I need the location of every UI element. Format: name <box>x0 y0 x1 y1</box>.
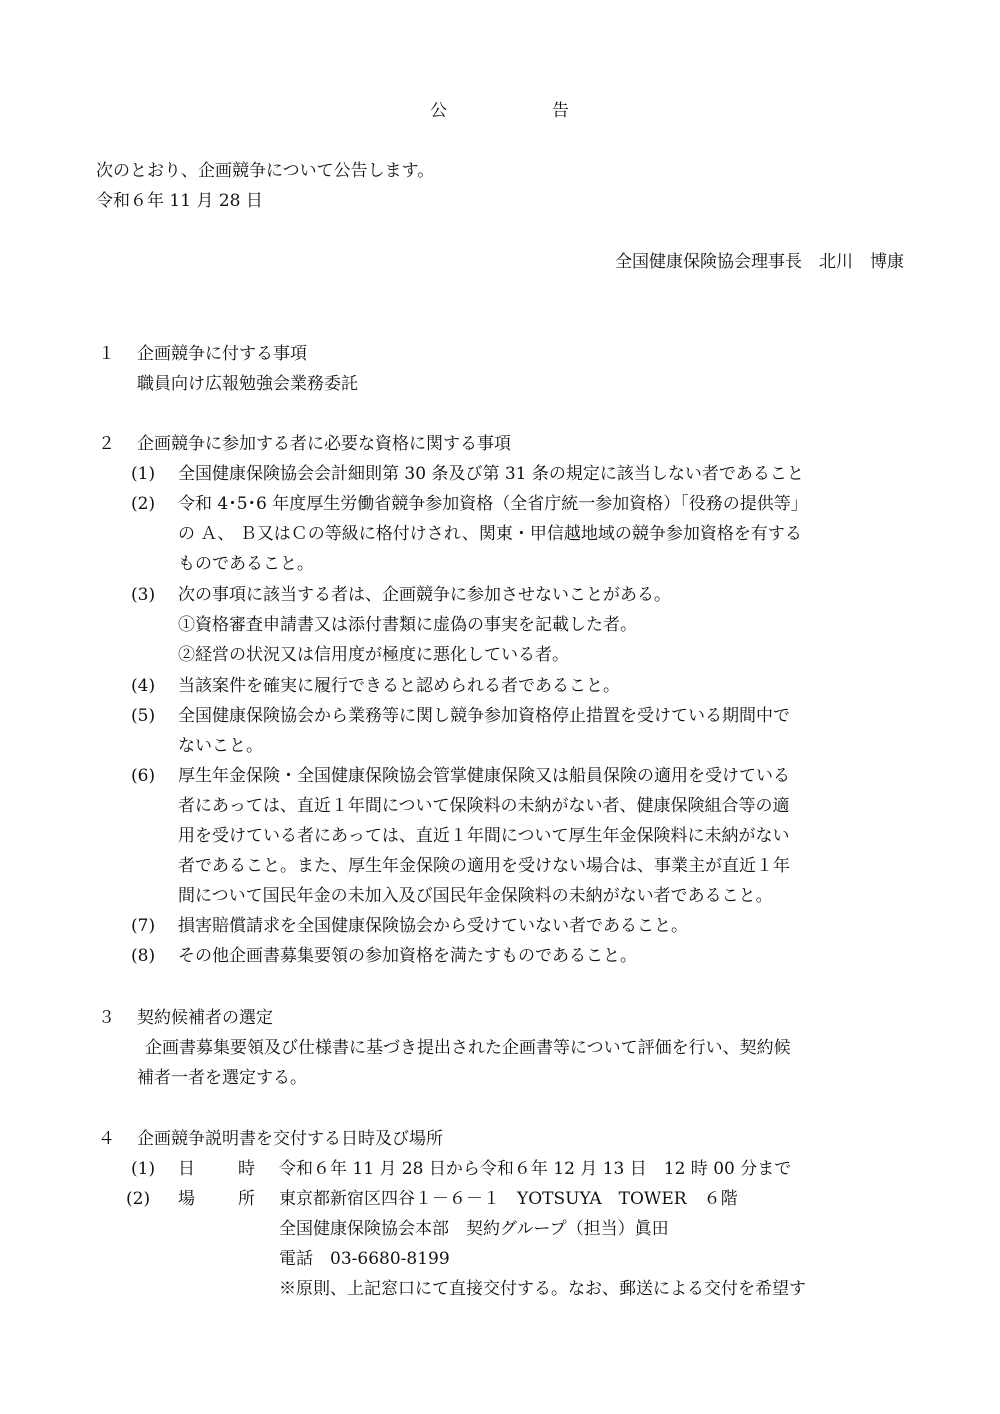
s4-item-2-line-2: 全国健康保険協会本部 契約グループ（担当）眞田 <box>279 1219 669 1239</box>
section-1-heading: 企画競争に付する事項 <box>137 344 307 364</box>
section-1-body: 職員向け広報勉強会業務委託 <box>137 374 358 394</box>
s4-item-2-line-3: 電話 03-6680-8199 <box>279 1249 450 1269</box>
section-4-number: ４ <box>98 1129 115 1149</box>
s2-item-6-line-5: 間について国民年金の未加入及び国民年金保険料の未納がない者であること。 <box>178 886 773 906</box>
s2-item-5-line-2: ないこと。 <box>178 736 263 756</box>
s2-item-6-line-2: 者にあっては、直近１年間について保険料の未納がない者、健康保険組合等の適 <box>178 796 790 816</box>
s2-item-3-line-1: 次の事項に該当する者は、企画競争に参加させないことがある。 <box>178 585 671 605</box>
s2-item-4-number: (4) <box>131 676 156 696</box>
s4-item-2-label-2: 所 <box>238 1189 255 1209</box>
s2-item-2-line-3: ものであること。 <box>178 554 314 574</box>
section-2-number: ２ <box>98 434 115 454</box>
section-3-number: ３ <box>98 1008 115 1028</box>
s2-item-5-line-1: 全国健康保険協会から業務等に関し競争参加資格停止措置を受けている期間中で <box>178 706 790 726</box>
section-4-heading: 企画競争説明書を交付する日時及び場所 <box>137 1129 443 1149</box>
section-3-heading: 契約候補者の選定 <box>137 1008 273 1028</box>
title-char-left: 公 <box>430 101 448 121</box>
s2-item-5-number: (5) <box>131 706 156 726</box>
s2-item-2-number: (2) <box>131 494 156 514</box>
s4-item-1-number: (1) <box>131 1159 156 1179</box>
s2-item-6-line-4: 者であること。また、厚生年金保険の適用を受けない場合は、事業主が直近１年 <box>178 856 790 876</box>
s2-item-3-number: (3) <box>131 585 156 605</box>
s2-item-3-line-3: ②経営の状況又は信用度が極度に悪化している者。 <box>178 645 569 665</box>
title-char-right: 告 <box>552 101 570 121</box>
section-1-number: １ <box>98 344 115 364</box>
s2-item-4-line-1: 当該案件を確実に履行できると認められる者であること。 <box>178 676 620 696</box>
s2-item-8-number: (8) <box>131 946 156 966</box>
s4-item-1-value: 令和６年 11 月 28 日から令和６年 12 月 13 日 12 時 00 分まで <box>279 1159 792 1179</box>
s2-item-1-line-1: 全国健康保険協会会計細則第 30 条及び第 31 条の規定に該当しない者であること <box>178 464 804 484</box>
s2-item-7-line-1: 損害賠償請求を全国健康保険協会から受けていない者であること。 <box>178 916 688 936</box>
s2-item-3-line-2: ①資格審査申請書又は添付書類に虚偽の事実を記載した者。 <box>178 615 637 635</box>
s2-item-6-line-1: 厚生年金保険・全国健康保険協会管掌健康保険又は船員保険の適用を受けている <box>178 766 790 786</box>
s4-item-2-line-4: ※原則、上記窓口にて直接交付する。なお、郵送による交付を希望す <box>279 1279 806 1299</box>
s2-item-8-line-1: その他企画書募集要領の参加資格を満たすものであること。 <box>178 946 637 966</box>
intro-text: 次のとおり、企画競争について公告します。 <box>96 161 435 181</box>
section-3-line-2: 補者一者を選定する。 <box>137 1068 307 1088</box>
s4-item-2-number: (2) <box>126 1189 151 1209</box>
s2-item-7-number: (7) <box>131 916 156 936</box>
s4-item-2-line-1: 東京都新宿区四谷１－６－１ YOTSUYA TOWER ６階 <box>279 1189 738 1209</box>
s4-item-1-label-1: 日 <box>178 1159 195 1179</box>
section-3-line-1: 企画書募集要領及び仕様書に基づき提出された企画書等について評価を行い、契約候 <box>145 1038 791 1058</box>
page-title <box>0 100 1000 122</box>
section-2-heading: 企画競争に参加する者に必要な資格に関する事項 <box>137 434 511 454</box>
s2-item-1-number: (1) <box>131 464 156 484</box>
announcement-date: 令和６年 11 月 28 日 <box>96 191 263 211</box>
s2-item-6-number: (6) <box>131 766 156 786</box>
s2-item-6-line-3: 用を受けている者にあっては、直近１年間について厚生年金保険料に未納がない <box>178 826 790 846</box>
issuer-name: 全国健康保険協会理事長 北川 博康 <box>615 252 904 272</box>
s4-item-2-label-1: 場 <box>178 1189 195 1209</box>
s2-item-2-line-1: 令和 4･5･6 年度厚生労働省競争参加資格（全省庁統一参加資格）「役務の提供等」 <box>178 494 808 514</box>
s2-item-2-line-2: の Ａ、 Ｂ又はＣの等級に格付けされ、関東・甲信越地域の競争参加資格を有する <box>178 524 802 544</box>
s4-item-1-label-2: 時 <box>238 1159 255 1179</box>
